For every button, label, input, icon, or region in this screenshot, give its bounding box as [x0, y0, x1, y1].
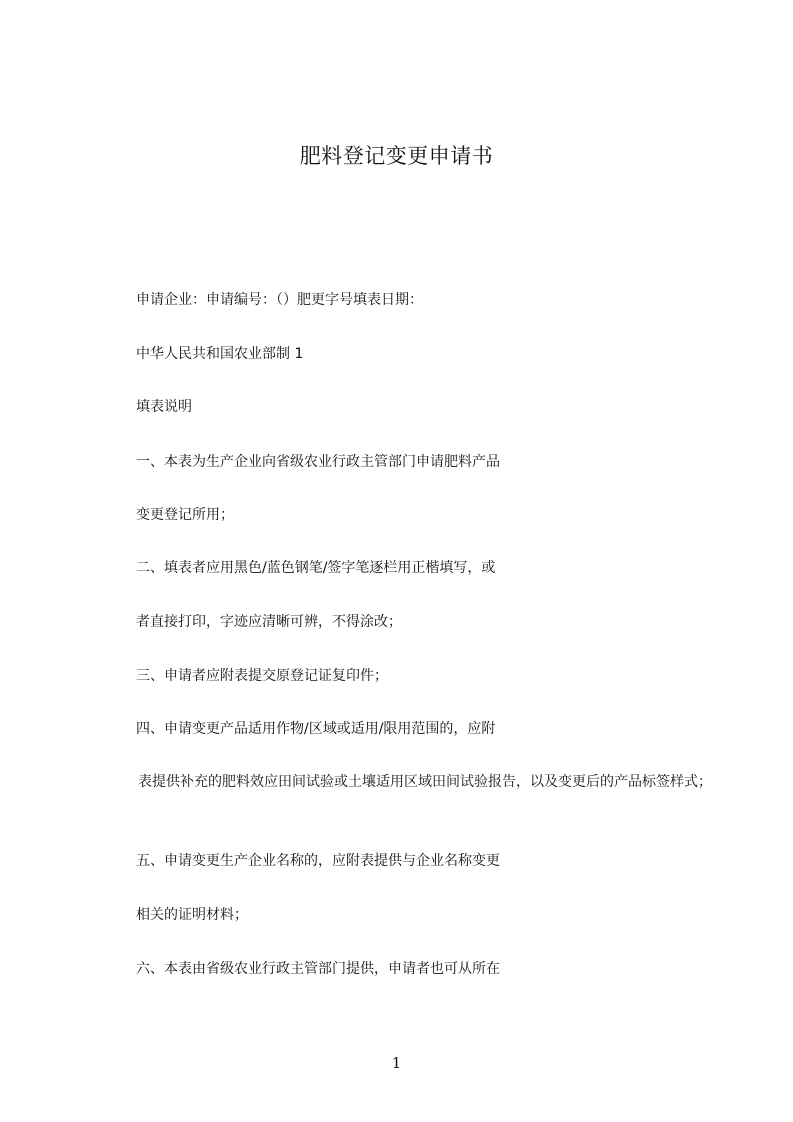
applicant-info-line: 申请企业：申请编号：（）肥更字号填表日期：	[136, 292, 423, 308]
instruction-5-line-1: 五、申请变更生产企业名称的，应附表提供与企业名称变更	[136, 853, 500, 869]
instruction-4-line-1: 四、申请变更产品适用作物/区域或适用/限用范围的，应附	[136, 721, 496, 737]
instruction-1-line-1: 一、本表为生产企业向省级农业行政主管部门申请肥料产品	[136, 454, 500, 470]
instructions-heading: 填表说明	[136, 399, 192, 415]
instruction-2-line-1: 二、填表者应用黑色/蓝色钢笔/签字笔逐栏用正楷填写，或	[136, 560, 496, 576]
instruction-4-paragraph: 表提供补充的肥料效应田间试验或土壤适用区域田间试验报告，以及变更后的产品标签样式；	[138, 774, 712, 790]
instruction-6-line-1: 六、本表由省级农业行政主管部门提供，申请者也可从所在	[136, 961, 500, 977]
instruction-1-line-2: 变更登记所用；	[136, 507, 234, 523]
issuer-line: 中华人民共和国农业部制 1	[136, 346, 304, 362]
page-number: 1	[391, 1054, 402, 1072]
instruction-3: 三、申请者应附表提交原登记证复印件；	[136, 668, 388, 684]
instruction-2-line-2: 者直接打印，字迹应清晰可辨，不得涂改；	[136, 614, 402, 630]
document-title: 肥料登记变更申请书	[299, 144, 494, 168]
instruction-5-line-2: 相关的证明材料；	[136, 907, 248, 923]
